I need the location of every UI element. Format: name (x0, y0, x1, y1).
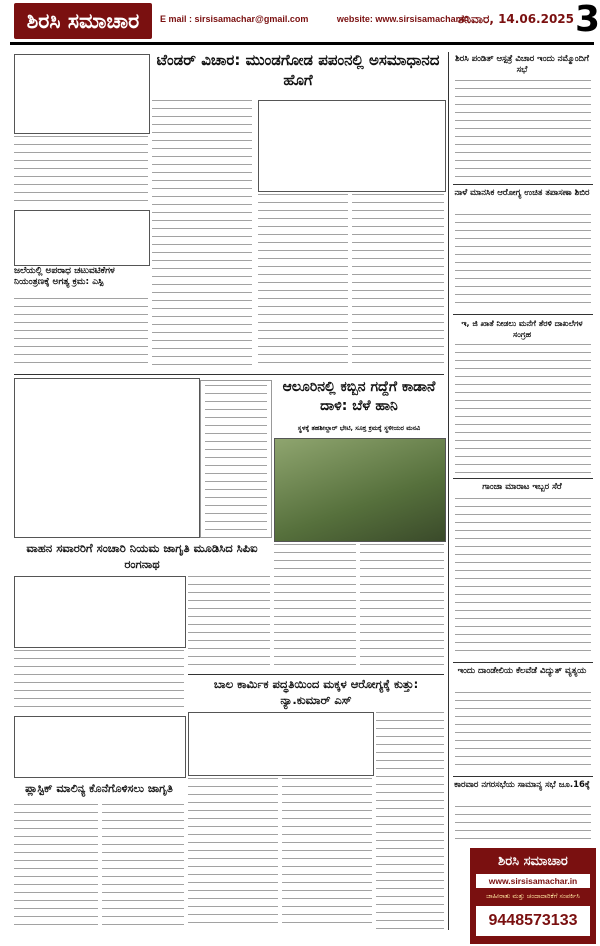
sp-headline: ಜಲೆಯಲ್ಲಿ ಅಪರಾಧ ಚಟುವಟಿಕೆಗಳ ನಿಯಂತ್ರಣಕ್ಕೆ ಅಗತ್ಯ ಕ್ರಮ: ಎಸ್ಪಿ (14, 266, 115, 287)
email-text: E mail : sirsisamachar@gmail.com (160, 14, 309, 24)
sidebar-head-hospital: ಶಿರಸಿ ಪಂಡಿತ್ ಆಸ್ಪತ್ರೆ ವಿಚಾರ ಇಂದು ನಮ್ಮೊಂದಿಗೆ ಸಭೆ (455, 54, 589, 75)
child-labour-rule (188, 674, 444, 675)
felicitation-caption-text (205, 385, 267, 533)
main-article-col1 (152, 100, 252, 370)
ad-website: www.sirsisamachar.in (476, 874, 590, 888)
elephant-subheadline: ಸ್ಥಳಕ್ಕೆ ತಹಶೀಲ್ದಾರ್ ಭೇಟಿ, ಸೂಕ್ತ ಕ್ರಮಕ್ಕೆ ಸ್ಥಳೀಯರ ಮನವಿ (297, 424, 421, 432)
sidebar-text-khata (455, 344, 591, 474)
sidebar-rule-2 (453, 314, 593, 315)
issue-date: ಶನಿವಾರ, 14.06.2025 (457, 12, 574, 26)
plastic-headline: ಪ್ಲಾಸ್ಟಿಕ್ ಮಾಲಿನ್ಯ ಕೊನೆಗೊಳಿಸಲು ಜಾಗೃತಿ (25, 782, 173, 795)
meeting-photo (14, 54, 150, 134)
sidebar-head-karwar: ಕಾರವಾರ ನಗರಸಭೆಯ ಸಾಮಾನ್ಯ ಸಭೆ ಜೂ.16ಕ್ಕೆ (454, 780, 590, 790)
main-headline: ಟೆಂಡರ್ ವಿಚಾರ: ಮುಂಡಗೋಡ ಪಪಂನಲ್ಲಿ ಅಸಮಾಧಾನದ ಹೊಗೆ (156, 51, 440, 89)
child-labour-col3 (376, 712, 444, 930)
child-labour-col1 (188, 778, 278, 930)
sidebar-rule-5 (453, 776, 593, 777)
masthead-rule (10, 42, 594, 45)
ad-phone: 9448573133 (476, 906, 590, 936)
elephant-article-col1 (274, 544, 356, 670)
traffic-article-col2 (188, 576, 270, 670)
website-text: website: www.sirsisamachar.in (336, 14, 470, 24)
sidebar-text-health-camp (455, 214, 591, 310)
sugarcane-field-photo (274, 438, 446, 542)
sidebar-text-ganja (455, 498, 591, 658)
advertisement-box (470, 848, 596, 944)
right-sidebar (448, 52, 595, 930)
main-article-col3 (352, 194, 444, 370)
felicitation-photo (14, 378, 200, 538)
sidebar-text-power (455, 692, 591, 772)
sidebar-head-ganja: ಗಾಂಜಾ ಮಾರಾಟ ಇಬ್ಬರ ಸೆರೆ (482, 482, 562, 492)
child-labour-col2 (282, 778, 372, 930)
sidebar-head-khata: ಇ, ಜಿ ಖಾತೆ ನೀಡಲು ಮನೆಗೆ ತೆರಳಿ ದಾಖಲೆಗಳ ಸಂಗ್ರಹ (461, 319, 583, 339)
awareness-program-photo (188, 712, 374, 776)
council-meeting-photo (258, 100, 446, 192)
sidebar-rule-3 (453, 478, 593, 479)
traffic-photo (14, 576, 186, 648)
masthead (0, 0, 600, 52)
plastic-article-col2 (102, 804, 184, 930)
sidebar-rule-1 (453, 184, 593, 185)
sidebar-head-health-camp: ನಾಳೆ ಮಾನಸಿಕ ಆರೋಗ್ಯ ಉಚಿತ ತಪಾಸಣಾ ಶಿಬಿರ (454, 188, 590, 198)
child-labour-headline: ಬಾಲ ಕಾರ್ಮಿಕ ಪದ್ಧತಿಯಿಂದ ಮಕ್ಕಳ ಆರೋಗ್ಯಕ್ಕೆ ಕುತ್ತು: ನ್ಯಾ.ಕುಮಾರ್ ಎಸ್ (213, 677, 419, 707)
traffic-article-col1 (14, 650, 184, 712)
page-number: 3 (575, 0, 600, 40)
sp-photo (14, 210, 150, 266)
ad-tagline: ಜಾಹೀರಾತು ಮತ್ತು ಚಂದಾದಾರಿಕೆಗೆ ಸಂಪರ್ಕಿಸಿ (486, 892, 580, 900)
main-article-col2 (258, 194, 348, 370)
ad-title: ಶಿರಸಿ ಸಮಾಚಾರ (498, 854, 568, 869)
elephant-article-col2 (360, 544, 444, 670)
sidebar-head-power: ಇಂದು ದಾಂಡೇಲಿಯ ಕೆಲವೆಡೆ ವಿದ್ಯುತ್ ವ್ಯತ್ಯಯ (457, 666, 587, 676)
sidebar-rule-4 (453, 662, 593, 663)
felicitation-caption (200, 380, 272, 538)
plastic-awareness-photo (14, 716, 186, 778)
newspaper-logo: ಶಿರಸಿ ಸಮಾಚಾರ (14, 3, 152, 39)
sp-article-text (14, 298, 148, 370)
sidebar-text-hospital (455, 80, 591, 180)
elephant-headline: ಆಲೂರಿನಲ್ಲಿ ಕಬ್ಬಿನ ಗದ್ದೆಗೆ ಕಾಡಾನೆ ದಾಳಿ: ಬೆಳೆ ಹಾನಿ (282, 379, 436, 414)
traffic-headline: ವಾಹನ ಸವಾರರಿಗೆ ಸಂಚಾರಿ ನಿಯಮ ಜಾಗೃತಿ ಮೂಡಿಸಿದ ಸಿಪಿಐ ರಂಗನಾಥ (26, 541, 258, 571)
section-divider (14, 374, 444, 375)
plastic-article-col1 (14, 804, 98, 930)
sidebar-text-karwar (455, 806, 591, 844)
photo-caption-text (14, 136, 148, 206)
